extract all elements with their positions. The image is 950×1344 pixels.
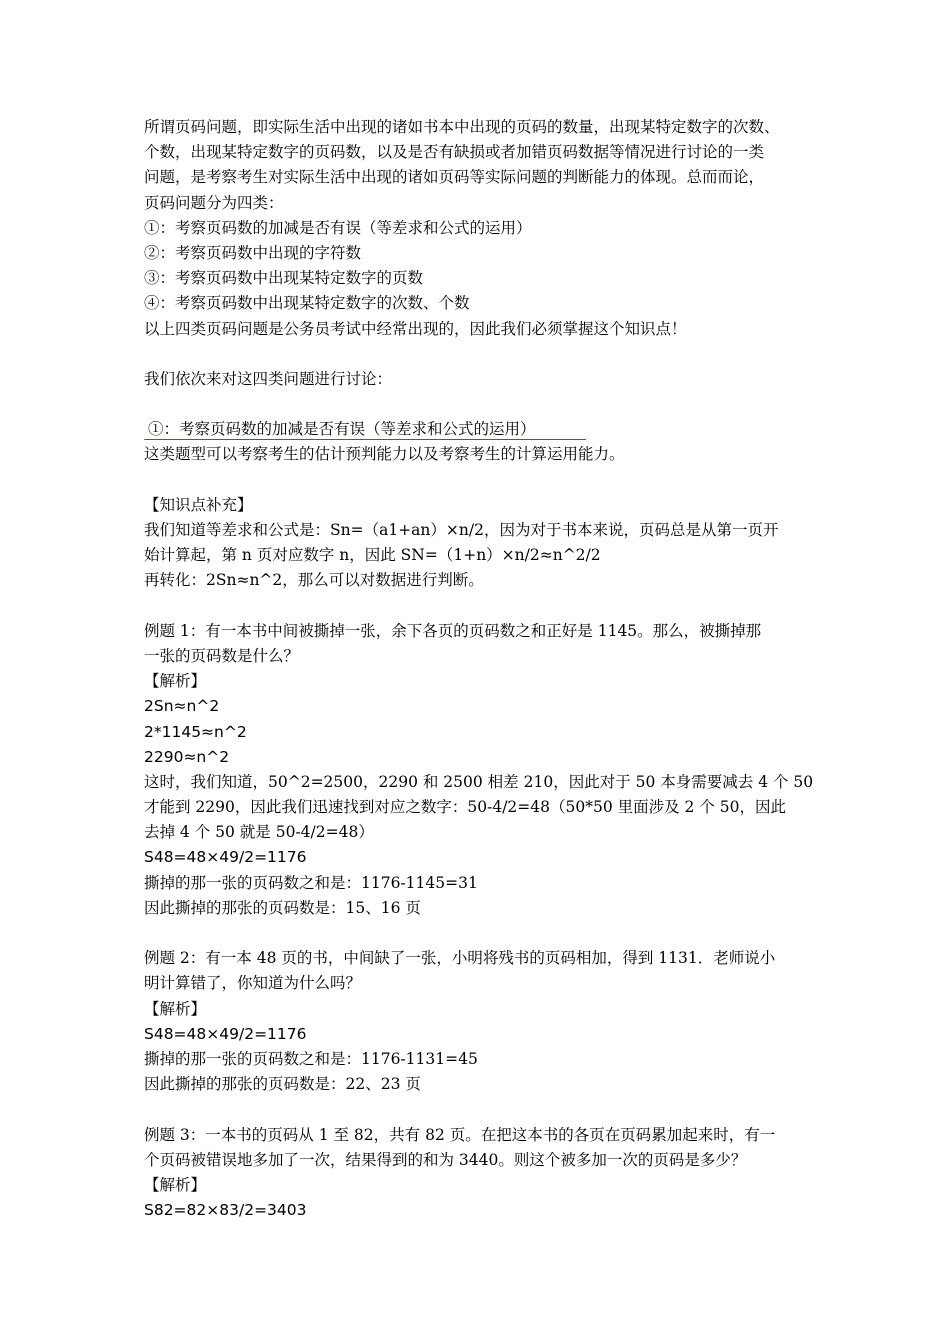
example-2 xyxy=(144,946,814,1097)
formula-line: S48=48×49/2=1176 xyxy=(144,848,307,867)
knowledge-title: 【知识点补充】 xyxy=(144,495,253,514)
solution-line: 因此撕掉的那张的页码数是：22、23 页 xyxy=(144,1075,421,1094)
example-question: 一张的页码数是什么？ xyxy=(144,646,300,665)
formula-line: 2Sn≈n^2 xyxy=(144,697,220,716)
category-item: ①：考察页码数的加减是否有误（等差求和公式的运用） xyxy=(144,218,532,237)
analysis-label: 【解析】 xyxy=(144,1175,207,1194)
example-question: 例题 1：有一本书中间被撕掉一张，余下各页的页码数之和正好是 1145。那么，被撕掉那 xyxy=(144,621,762,640)
formula-line: S82=82×83/2=3403 xyxy=(144,1201,307,1220)
blank-line xyxy=(144,342,814,367)
blank-line xyxy=(144,594,814,619)
knowledge-line: 我们知道等差求和公式是：Sn=（a1+an）×n/2，因为对于书本来说，页码总是从第一页开 xyxy=(144,521,779,539)
formula-line: 2290≈n^2 xyxy=(144,747,230,766)
example-question: 例题 2：有一本 48 页的书，中间缺了一张，小明将残书的页码相加，得到 1131．老师说小 xyxy=(144,949,776,968)
section-heading xyxy=(144,417,814,442)
blank-line xyxy=(144,392,814,417)
category-item: ③：考察页码数中出现某特定数字的页数 xyxy=(144,269,424,288)
knowledge-block xyxy=(144,493,814,594)
solution-line: 这时，我们知道，50^2=2500，2290 和 2500 相差 210，因此对于 50 本身需要减去 4 个 50 xyxy=(144,772,814,791)
solution-line: 去掉 4 个 50 就是 50-4/2=48） xyxy=(144,823,374,842)
category-item: ②：考察页码数中出现的字符数 xyxy=(144,243,362,262)
text-line: 页码问题分为四类： xyxy=(144,193,284,212)
analysis-label: 【解析】 xyxy=(144,672,207,691)
example-1 xyxy=(144,619,814,921)
category-item: ④：考察页码数中出现某特定数字的次数、个数 xyxy=(144,294,470,313)
intro-paragraph xyxy=(144,115,814,216)
blank-line xyxy=(144,468,814,493)
heading-underline xyxy=(144,439,586,440)
blank-line xyxy=(144,1097,814,1122)
document-page xyxy=(144,115,814,1223)
solution-line: 因此撕掉的那张的页码数是：15、16 页 xyxy=(144,898,421,917)
category-list xyxy=(144,216,814,317)
knowledge-line: 再转化：2Sn≈n^2，那么可以对数据进行判断。 xyxy=(144,571,484,590)
example-3 xyxy=(144,1123,814,1224)
example-question: 个页码被错误地多加了一次，结果得到的和为 3440。则这个被多加一次的页码是多少？ xyxy=(144,1150,747,1169)
solution-line: 撕掉的那一张的页码数之和是：1176-1131=45 xyxy=(144,1049,478,1068)
example-question: 例题 3：一本书的页码从 1 至 82，共有 82 页。在把这本书的各页在页码累加起来时，有一 xyxy=(144,1125,776,1144)
conclusion-text: 以上四类页码问题是公务员考试中经常出现的，因此我们必须掌握这个知识点！ xyxy=(144,319,687,338)
knowledge-line: 始计算起，第 n 页对应数字 n，因此 SN=（1+n）×n/2≈n^2/2 xyxy=(144,546,601,565)
analysis-label: 【解析】 xyxy=(144,999,207,1018)
text-line: 所谓页码问题，即实际生活中出现的诸如书本中出现的页码的数量，出现某特定数字的次数、 xyxy=(144,118,780,136)
blank-line xyxy=(144,921,814,946)
section-description: 这类题型可以考察考生的估计预判能力以及考察考生的计算运用能力。 xyxy=(144,445,625,464)
text-line: 个数，出现某特定数字的页码数，以及是否有缺损或者加错页码数据等情况进行讨论的一类 xyxy=(144,143,765,162)
text-line: 问题，是考察考生对实际生活中出现的诸如页码等实际问题的判断能力的体现。总而而论， xyxy=(144,168,765,187)
formula-line: 2*1145≈n^2 xyxy=(144,722,247,741)
example-question: 明计算错了，你知道为什么吗？ xyxy=(144,974,362,993)
solution-line: 撕掉的那一张的页码数之和是：1176-1145=31 xyxy=(144,873,478,892)
section-heading-text: ①：考察页码数的加减是否有误（等差求和公式的运用） xyxy=(148,420,536,439)
solution-line: 才能到 2290，因此我们迅速找到对应之数字：50-4/2=48（50*50 里面涉及 2 个 50，因此 xyxy=(144,798,786,817)
formula-line: S48=48×49/2=1176 xyxy=(144,1024,307,1043)
transition-text: 我们依次来对这四类问题进行讨论： xyxy=(144,369,393,388)
